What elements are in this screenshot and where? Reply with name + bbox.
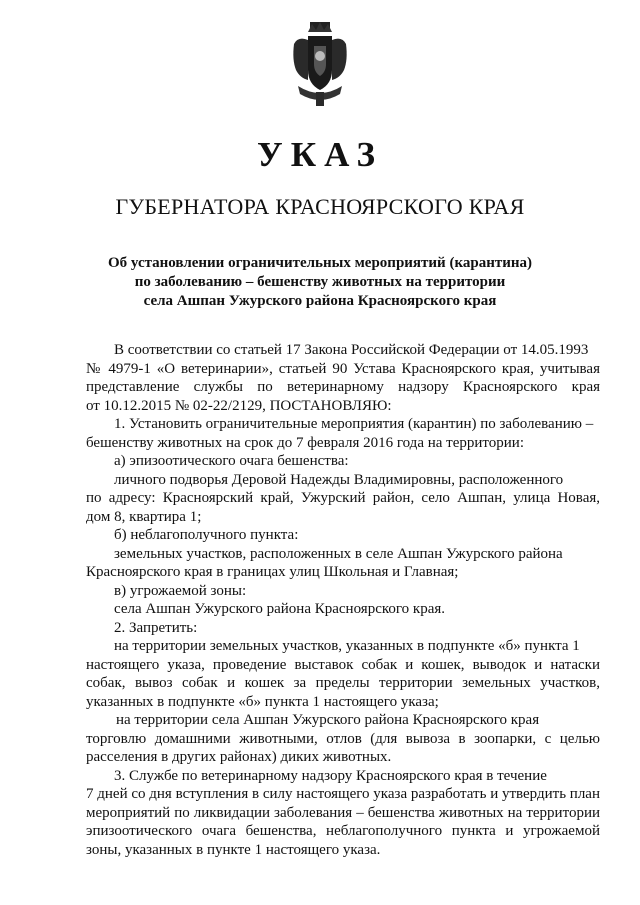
body-line: от 10.12.2015 № 02-22/2129, ПОСТАНОВЛЯЮ: [86, 397, 392, 414]
body-line: собак, вывоз собак и кошек за пределы территории земельных участков, [86, 675, 600, 691]
document-subtitle: ГУБЕРНАТОРА КРАСНОЯРСКОГО КРАЯ [115, 194, 525, 219]
body-line: а) эпизоотического очага бешенства: [114, 453, 349, 469]
body-line: эпизоотического очага бешенства, неблагополучного пункта и угрожаемой [86, 823, 600, 839]
body-line: торговлю домашними животными, отлов (для вывоза в зоопарки, с целью [86, 730, 600, 747]
body-line: личного подворья Деровой Надежды Владимировны, расположенного [114, 471, 564, 488]
body-line: расселения в других районах) диких животных. [86, 749, 392, 765]
subject-line: села Ашпан Ужурского района Красноярского края [143, 293, 497, 309]
body-line: дом 8, квартира 1; [86, 508, 202, 525]
body-line: б) неблагополучного пункта: [114, 527, 299, 543]
body-line: указанных в подпункте «б» пункта 1 настоящего указа; [86, 693, 439, 710]
body-line: Красноярского края в границах улиц Школьная и Главная; [86, 564, 459, 580]
body-line: на территории земельных участков, указанных в подпункте «б» пункта 1 [114, 638, 580, 654]
body-line: 1. Установить ограничительные мероприятия (карантин) по заболеванию – [114, 416, 594, 432]
body-line: на территории села Ашпан Ужурского района Красноярского края [116, 712, 540, 728]
body-line: села Ашпан Ужурского района Красноярского края. [114, 601, 446, 617]
subject-line: Об установлении ограничительных мероприятий (карантина) [107, 255, 532, 271]
decree-body [86, 341, 600, 859]
body-line: зоны, указанных в пункте 1 настоящего указа. [86, 841, 381, 858]
subject-line: по заболеванию – бешенству животных на территории [134, 274, 506, 290]
decree-subject [100, 254, 540, 311]
document-title: УКАЗ [257, 135, 383, 174]
body-line: в) угрожаемой зоны: [114, 582, 247, 599]
body-line: настоящего указа, проведение выставок собак и кошек, выводок и натаски [86, 656, 600, 673]
krasnoyarsk-coat-of-arms-icon [290, 20, 350, 110]
body-line: 2. Запретить: [114, 619, 198, 636]
body-line: по адресу: Красноярский край, Ужурский район, село Ашпан, улица Новая, [86, 490, 600, 506]
body-line: бешенству животных на срок до 7 февраля 2016 года на территории: [86, 434, 524, 451]
body-line: В соответствии со статьей 17 Закона Российской Федерации от 14.05.1993 [114, 342, 589, 358]
body-line: № 4979-1 «О ветеринарии», статьей 90 Устава Красноярского края, учитывая [86, 360, 600, 377]
body-line: представление службы по ветеринарному надзору Красноярского края [86, 379, 600, 395]
body-line: земельных участков, расположенных в селе Ашпан Ужурского района [114, 545, 563, 562]
body-line: мероприятий по ликвидации заболевания – бешенства животных на территории [86, 804, 600, 821]
body-line: 3. Службе по ветеринарному надзору Красноярского края в течение [114, 767, 547, 784]
body-line: 7 дней со дня вступления в силу настоящего указа разработать и утвердить план [86, 786, 600, 802]
